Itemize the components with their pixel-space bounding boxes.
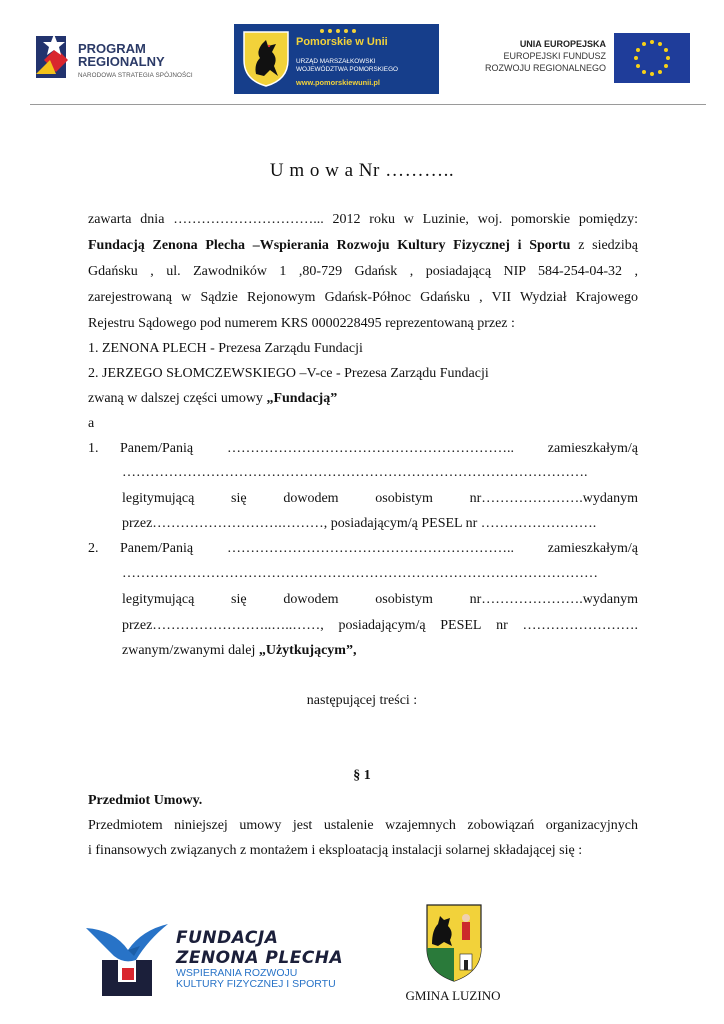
party-2-id-row <box>122 592 638 608</box>
party-1-name-row <box>120 441 638 457</box>
pomorskie-line-1: URZĄD MARSZAŁKOWSKI <box>296 58 376 65</box>
fundacja-zenona-plecha-logo <box>84 920 354 1000</box>
program-title-line-1: PROGRAM <box>78 41 146 56</box>
id-word-3: dowodem <box>283 491 339 506</box>
party-2-zamieszkaly: zamieszkałym/ą <box>547 541 638 556</box>
fundacja-name: Fundacją Zenona Plecha –Wspierania Rozwoju Kultury Fizycznej i Sportu <box>88 238 571 253</box>
line-rep-2: 2. JERZEGO SŁOMCZEWSKIEGO –V-ce - Prezesa Zarządu Fundacji <box>88 366 489 381</box>
line-tresc: następującej treści : <box>306 693 418 708</box>
ue-text <box>470 38 606 74</box>
id-word-4: osobistym <box>375 592 433 607</box>
ue-line-1: UNIA EUROPEJSKA <box>519 39 606 49</box>
pesel-part-b: posiadającym/ą <box>338 618 426 633</box>
party-2-name-row <box>120 541 638 557</box>
line-registered: zarejestrowaną w Sądzie Rejonowym Gdańsk-Północ Gdańsku , VII Wydział Krajowego <box>88 290 638 305</box>
stars-icon <box>318 27 358 35</box>
line-rep-1: 1. ZENONA PLECH - Prezesa Zarządu Fundacji <box>88 341 363 356</box>
id-word-4: osobistym <box>375 491 433 506</box>
zwana-prefix: zwaną w dalszej części umowy <box>88 391 267 406</box>
program-regionalny-logo <box>36 30 206 86</box>
line-zawarta: zawarta dnia …………………………... 2012 roku w Luzinie, woj. pomorskie pomiędzy: <box>88 212 638 227</box>
line-a: a <box>88 416 95 431</box>
program-subtitle: NARODOWA STRATEGIA SPÓJNOŚCI <box>78 72 193 79</box>
party-1-address-dots: ………………………………………………………………………………………. <box>122 465 588 480</box>
document-title: U m o w a Nr ……….. <box>269 160 455 181</box>
header-logos <box>0 0 724 110</box>
paragraph-1: § 1 <box>353 768 371 783</box>
eu-flag-icon <box>614 33 690 83</box>
id-word-2: się <box>231 592 247 607</box>
line-krs: Rejestru Sądowego pod numerem KRS 0000228495 reprezentowaną przez : <box>88 316 515 331</box>
fundacja-siedziba: z siedzibą <box>570 238 638 253</box>
line-fundacja <box>88 238 638 254</box>
party-1-panem: Panem/Panią <box>120 441 194 456</box>
pomorskie-w-unii-logo <box>234 24 439 94</box>
id-word-2: się <box>231 491 247 506</box>
gmina-luzino-crest <box>398 904 508 1004</box>
ue-line-3: ROZWOJU REGIONALNEGO <box>484 63 606 73</box>
przedmiot-line-1: Przedmiotem niniejszej umowy jest ustalenie wzajemnych zobowiązań organizacyjnych <box>88 818 638 833</box>
zwanym-prefix: zwanym/zwanymi dalej <box>122 643 259 658</box>
party-1-pesel-line: przez……………………….………, posiadającym/ą PESEL nr ……………………. <box>122 516 597 531</box>
program-regionalny-star-icon <box>36 30 76 86</box>
line-zwana <box>88 391 337 407</box>
party-2-number: 2. <box>88 541 99 556</box>
zenona-plecha-words: ZENONA PLECHA <box>176 948 344 968</box>
luzino-coat-of-arms-icon <box>426 904 482 982</box>
party-2-pesel-row <box>122 618 638 634</box>
id-word-3: dowodem <box>283 592 339 607</box>
id-word-5: nr………………….wydanym <box>469 491 638 506</box>
przedmiot-heading: Przedmiot Umowy. <box>88 793 203 808</box>
pesel-part-a: przez……………………..…..……, <box>122 618 324 633</box>
party-1-id-row <box>122 491 638 507</box>
bird-icon <box>84 920 174 998</box>
pesel-part-e: ……………………. <box>522 618 638 633</box>
przedmiot-line-2: i finansowych związanych z montażem i eksploatacją instalacji solarnej składającej się : <box>88 843 583 858</box>
line-zwanym <box>122 643 356 659</box>
party-2-panem: Panem/Panią <box>120 541 194 556</box>
fundacja-word: FUNDACJA <box>176 928 279 948</box>
pomorskie-line-2: WOJEWÓDZTWA POMORSKIEGO <box>296 66 399 73</box>
line-address: Gdańsku , ul. Zawodników 1 ,80-729 Gdańsk , posiadającą NIP 584-254-04-32 , <box>88 264 638 279</box>
program-title-line-2: REGIONALNY <box>78 54 165 69</box>
pesel-part-d: nr <box>496 618 508 633</box>
header-divider <box>30 104 706 105</box>
id-word-5: nr………………….wydanym <box>469 592 638 607</box>
id-word-1: legitymującą <box>122 491 195 506</box>
tag-line-2: KULTURY FIZYCZNEJ I SPORTU <box>176 978 336 990</box>
party-1-number: 1. <box>88 441 99 456</box>
gmina-label: GMINA LUZINO <box>405 988 501 1003</box>
party-1-zamieszkaly: zamieszkałym/ą <box>547 441 638 456</box>
party-2-address-dots: ………………………………………………………………………………………… <box>122 566 598 581</box>
party-2-name-dots: …………………………………………………….. <box>226 541 514 556</box>
pomorskie-title: Pomorskie w Unii <box>296 36 388 48</box>
zwana-fundacja: „Fundacją” <box>266 391 338 406</box>
pomorskie-url: www.pomorskiewunii.pl <box>296 78 380 87</box>
griffin-shield-icon <box>242 30 290 88</box>
ue-line-2: EUROPEJSKI FUNDUSZ <box>503 51 606 61</box>
pesel-part-c: PESEL <box>440 618 482 633</box>
id-word-1: legitymującą <box>122 592 195 607</box>
zwanym-uzytkujacym: „Użytkującym”, <box>258 643 357 658</box>
tag-line-1: WSPIERANIA ROZWOJU <box>176 967 298 979</box>
party-1-name-dots: …………………………………………………….. <box>226 441 514 456</box>
